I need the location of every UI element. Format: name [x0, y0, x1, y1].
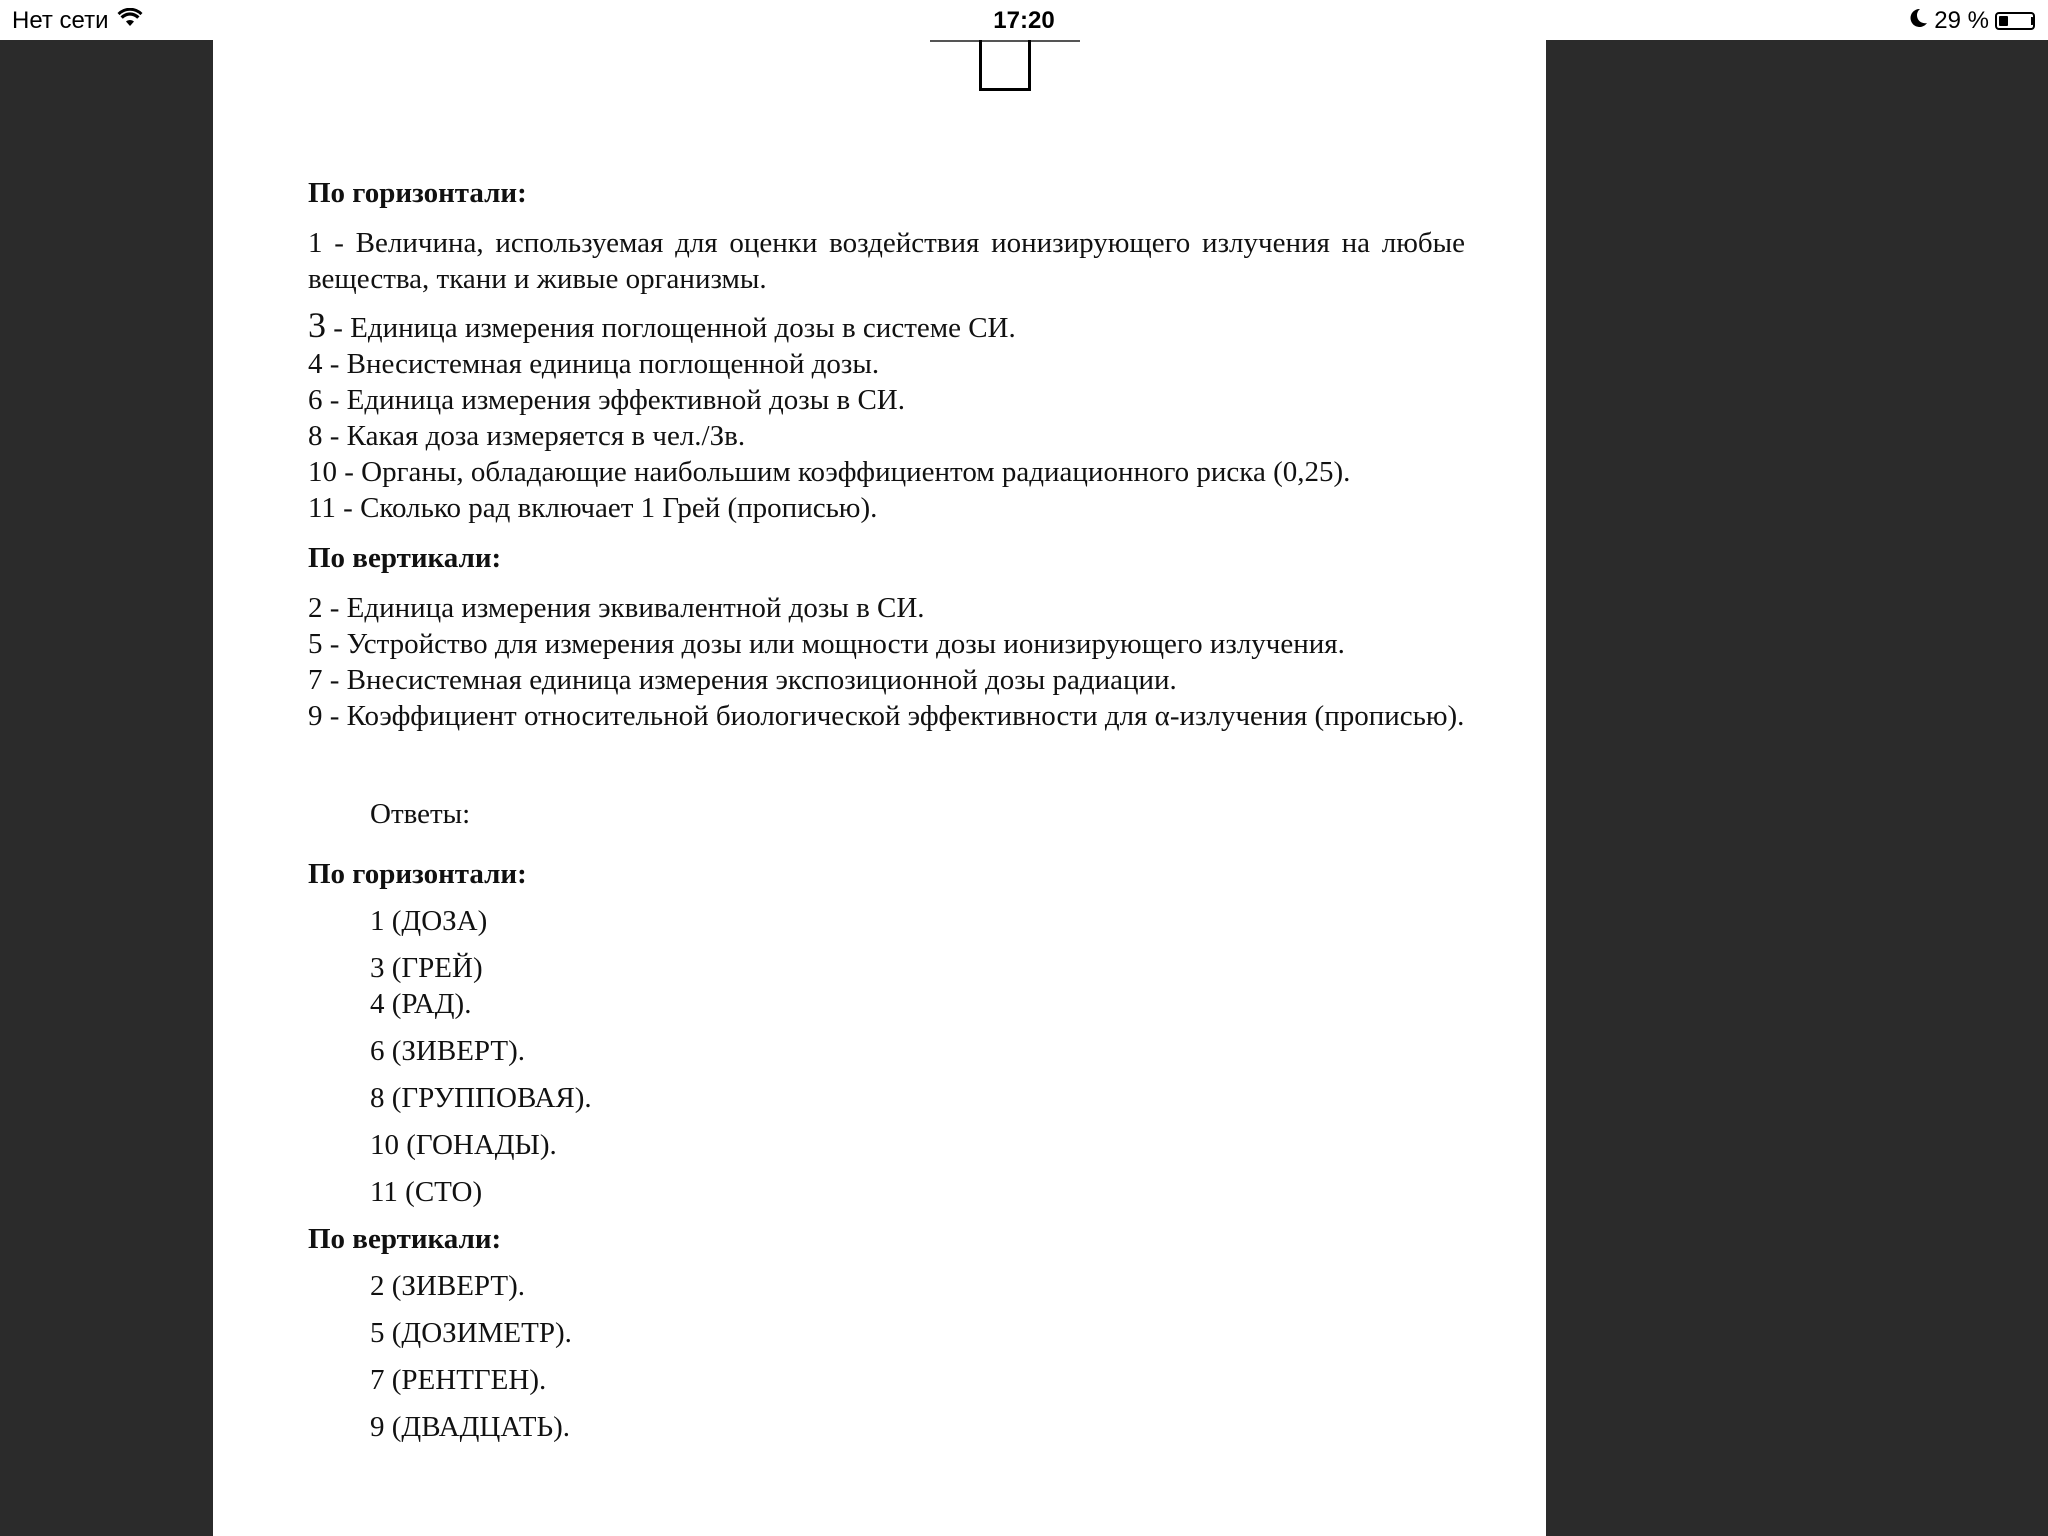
clue-horizontal-6: 6 - Единица измерения эффективной дозы в СИ. [308, 384, 905, 416]
clue-horizontal-3-text: - Единица измерения поглощенной дозы в системе СИ. [333, 312, 1016, 344]
clue-vertical-9: 9 - Коэффициент относительной биологической эффективности для α-излучения (прописью). [308, 700, 1465, 732]
clue-vertical-5: 5 - Устройство для измерения дозы или мощности дозы ионизирующего излучения. [308, 628, 1345, 660]
answer-horizontal-11: 11 (СТО) [370, 1176, 483, 1208]
answers-title: Ответы: [370, 798, 471, 830]
clue-horizontal-4: 4 - Внесистемная единица поглощенной дозы. [308, 348, 880, 380]
status-right [1910, 7, 2034, 35]
answer-horizontal-8: 8 (ГРУППОВАЯ). [370, 1082, 592, 1114]
answer-vertical-9: 9 (ДВАДЦАТЬ). [370, 1411, 571, 1443]
answers-vertical-list [308, 1268, 1465, 1445]
crossword-cell [979, 40, 1031, 91]
left-gutter [0, 40, 213, 1536]
network-status: Нет сети [12, 7, 109, 34]
battery-icon [1995, 12, 2034, 30]
answers-horizontal-list [308, 903, 1465, 1210]
answer-horizontal-6: 6 (ЗИВЕРТ). [370, 1035, 526, 1067]
answers-horizontal-heading: По горизонтали: [308, 858, 527, 890]
clue-horizontal-11: 11 - Сколько рад включает 1 Грей (прописью). [308, 492, 878, 524]
vertical-heading: По вертикали: [308, 542, 502, 574]
battery-percent: 29 % [1934, 7, 1989, 34]
clue-vertical-2: 2 - Единица измерения эквивалентной дозы в СИ. [308, 592, 925, 624]
answer-vertical-5: 5 (ДОЗИМЕТР). [370, 1317, 572, 1349]
answer-horizontal-3: 3 (ГРЕЙ) [370, 952, 483, 984]
clue-horizontal-8: 8 - Какая доза измеряется в чел./Зв. [308, 420, 746, 452]
battery-fill [1999, 16, 2008, 26]
clue-3-number: 3 [308, 305, 326, 345]
horizontal-heading: По горизонтали: [308, 177, 527, 209]
answer-horizontal-4: 4 (РАД). [370, 988, 472, 1020]
clue-horizontal-10: 10 - Органы, обладающие наибольшим коэффициентом радиационного риска (0,25). [308, 456, 1351, 488]
answers-vertical-heading: По вертикали: [308, 1223, 502, 1255]
document-body [308, 175, 1465, 1456]
clock: 17:20 [993, 7, 1055, 34]
answer-horizontal-1: 1 (ДОЗА) [370, 905, 488, 937]
answer-vertical-7: 7 (РЕНТГЕН). [370, 1364, 547, 1396]
status-bar [0, 0, 2048, 40]
moon-icon [1910, 7, 1928, 35]
right-gutter [1546, 40, 2048, 1536]
clue-horizontal-3 [308, 307, 1465, 346]
answer-vertical-2: 2 (ЗИВЕРТ). [370, 1270, 526, 1302]
clue-horizontal-1: 1 - Величина, используемая для оценки воздействия ионизирующего излучения на любые вещества, ткани и живые организмы. [308, 227, 1465, 295]
clue-vertical-7: 7 - Внесистемная единица измерения экспозиционной дозы радиации. [308, 664, 1177, 696]
answer-horizontal-10: 10 (ГОНАДЫ). [370, 1129, 557, 1161]
